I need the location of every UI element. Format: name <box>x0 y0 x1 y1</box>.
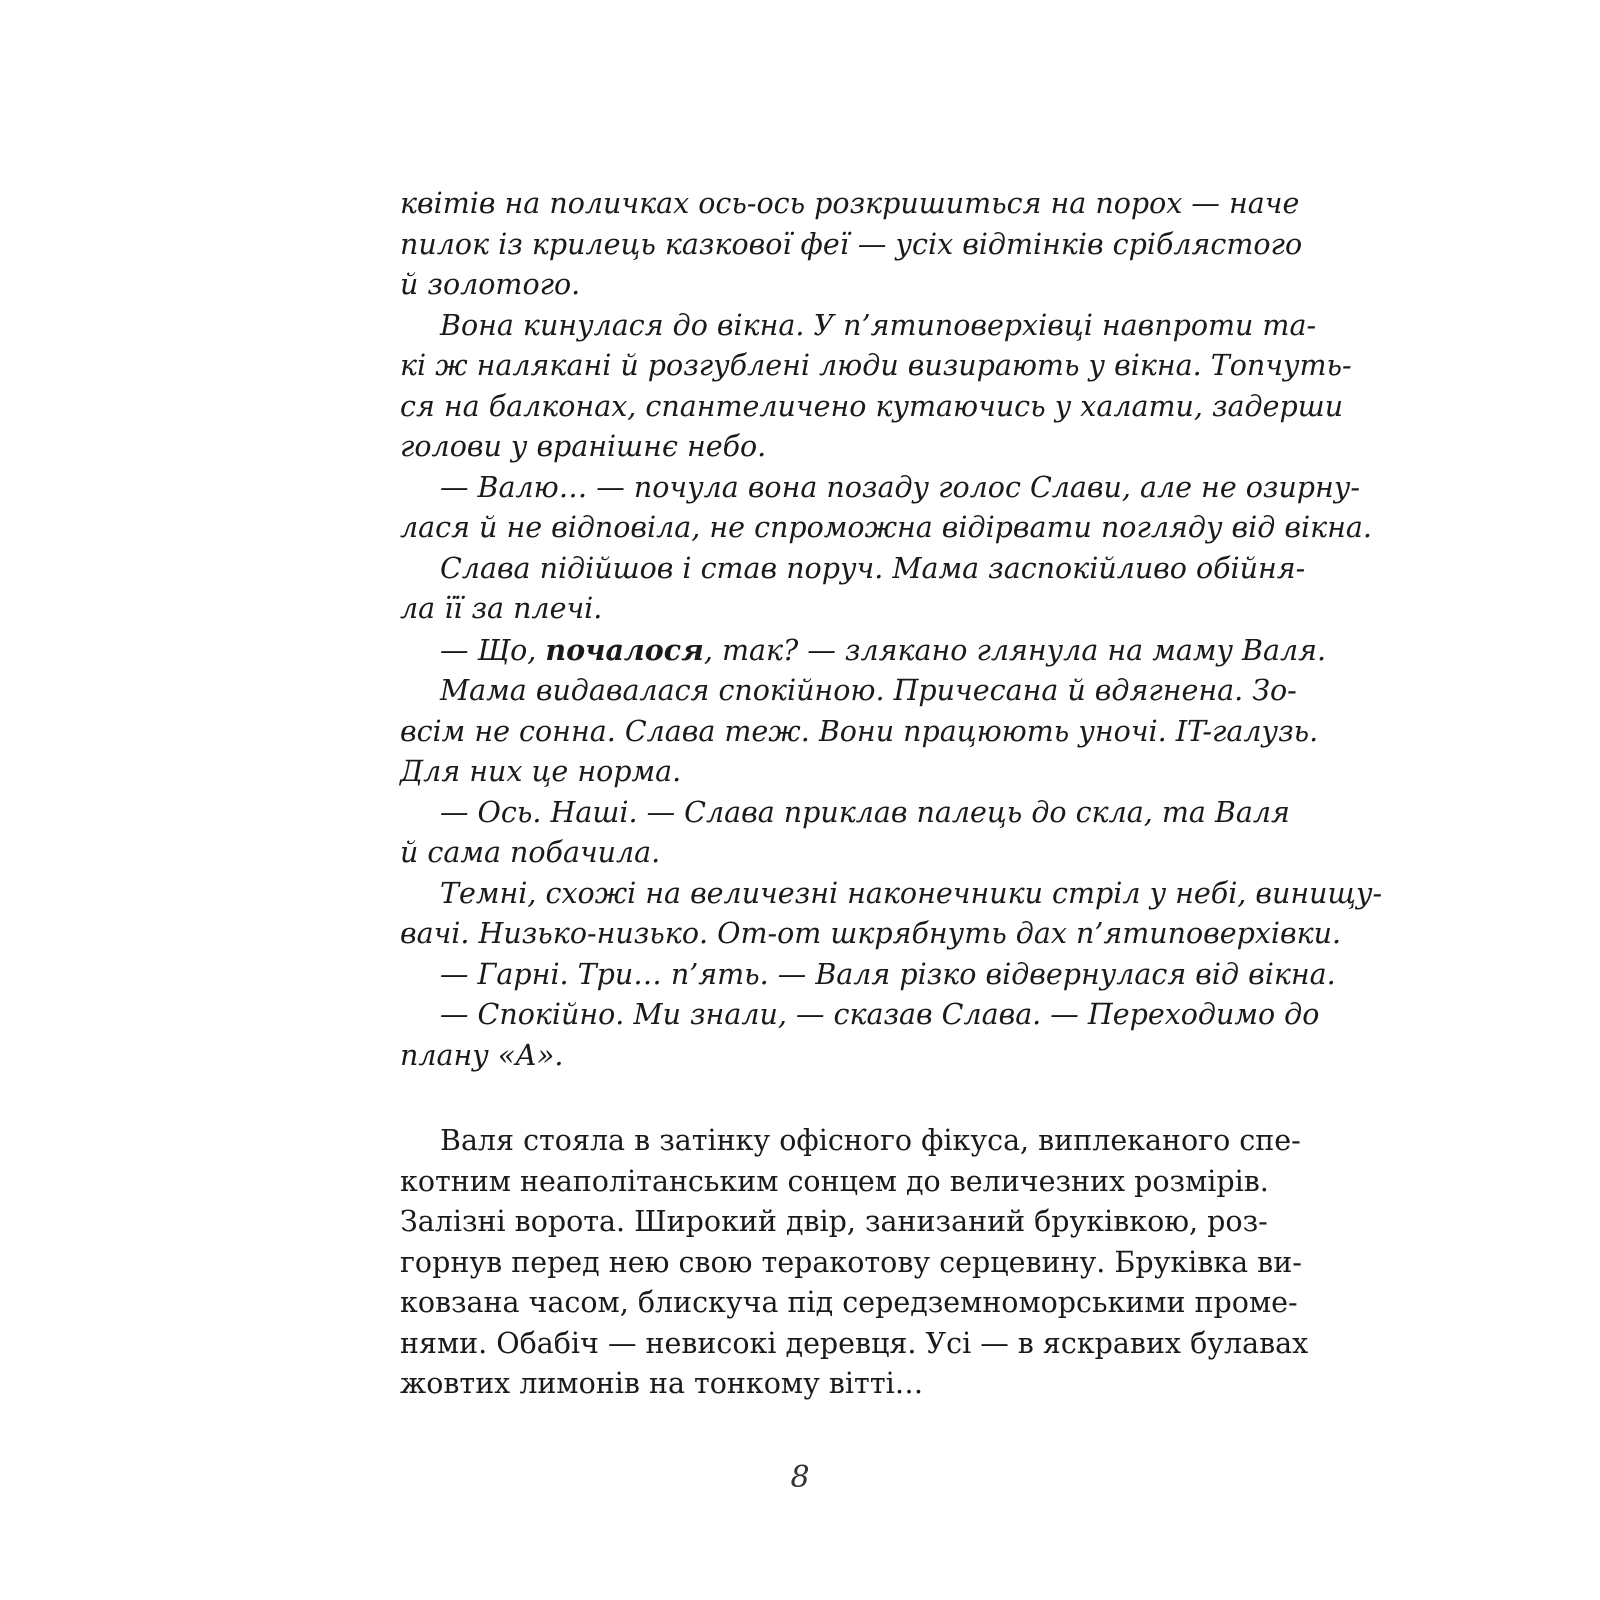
text-line: Для них це норма. <box>400 755 682 788</box>
text-line: вачі. Низько-низько. От-от шкрябнуть дах п’ятиповерхівки. <box>400 917 1342 950</box>
text-line: Вона кинулася до вікна. У п’ятиповерхівці навпроти та- <box>440 308 1317 342</box>
text-line: Валя стояла в затінку офісного фікуса, виплеканого спе- <box>440 1124 1301 1157</box>
text-line: — Валю… — почула вона позаду голос Слави, але не озирну- <box>440 470 1360 504</box>
text-line: кі ж налякані й розгублені люди визирають у вікна. Топчуть- <box>400 349 1352 382</box>
text-line: Мама видавалася спокійною. Причесана й вдягнена. Зо- <box>440 674 1297 707</box>
text-line: Слава підійшов і став поруч. Мама заспокійливо обійня- <box>440 551 1306 585</box>
text-line: всім не сонна. Слава теж. Вони працюють уночі. IT-галузь. <box>400 714 1319 748</box>
text-line: котним неаполітанським сонцем до величезних розмірів. <box>400 1164 1269 1198</box>
text-line: голови у вранішнє небо. <box>400 430 767 463</box>
text-line: ковзана часом, блискуча під середземноморськими проме- <box>400 1286 1298 1319</box>
dialogue-start: — Що, <box>440 633 546 667</box>
italic-text-section <box>400 184 1383 1076</box>
text-line: ся на балконах, спантеличено кутаючись у халати, задерши <box>400 389 1344 423</box>
text-line: й сама побачила. <box>400 836 661 869</box>
roman-text-section <box>400 1121 1309 1405</box>
text-line: жовтих лимонів на тонкому вітті… <box>400 1367 924 1400</box>
text-line: квітів на поличках ось-ось розкришиться на порох — наче <box>400 187 1300 220</box>
text-line: горнув перед нею свою теракотову серцевину. Бруківка ви- <box>400 1245 1302 1279</box>
text-line: — Гарні. Три… п’ять. — Валя різко відвернулася від вікна. <box>440 957 1336 991</box>
text-line: лася й не відповіла, не спроможна відірвати погляду від вікна. <box>400 511 1372 544</box>
text-line-with-emphasis <box>400 630 1327 672</box>
text-line: Темні, схожі на величезні наконечники стріл у небі, винищу- <box>440 876 1383 910</box>
text-line: — Спокійно. Ми знали, — сказав Слава. — Переходимо до <box>440 998 1320 1031</box>
text-line: пилок із крилець казкової феї — усіх відтінків сріблястого <box>400 227 1303 261</box>
text-line: плану «А». <box>400 1038 564 1072</box>
text-line: Залізні ворота. Широкий двір, занизаний бруківкою, роз- <box>400 1205 1268 1238</box>
emphasized-word: почалося <box>545 632 704 667</box>
text-line: — Ось. Наші. — Слава приклав палець до скла, та Валя <box>440 795 1290 829</box>
text-line: нями. Обабіч — невисокі деревця. Усі — в яскравих булавах <box>400 1326 1309 1360</box>
text-line: ла її за плечі. <box>400 592 603 625</box>
text-line: й золотого. <box>400 268 581 301</box>
dialogue-end: , так? — злякано глянула на маму Валя. <box>703 633 1327 667</box>
page-number: 8 <box>790 1460 810 1495</box>
